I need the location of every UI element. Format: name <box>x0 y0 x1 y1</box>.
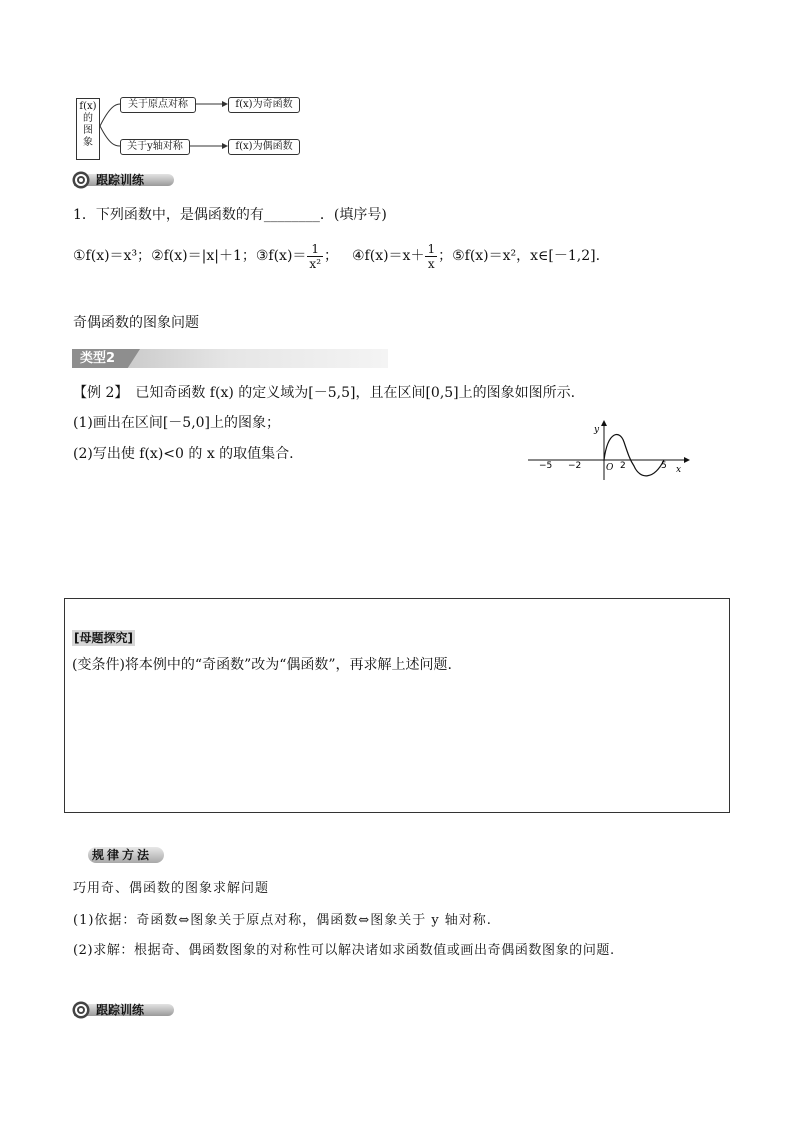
q1-option-1: ①f(x)＝x³； <box>73 248 152 264</box>
q1-option-3-pre: ③f(x)＝ <box>255 248 307 264</box>
tick-label-5: 5 <box>661 461 667 471</box>
q1-option-5: ⑤f(x)＝x²，x∈[－1,2]. <box>452 248 601 264</box>
diagram-branch-top: 关于原点对称 <box>120 97 196 113</box>
section-title: 奇偶函数的图象问题 <box>73 315 199 331</box>
q1-option-4-pre: ④f(x)＝x＋ <box>352 248 425 264</box>
tracking-heading <box>74 172 174 188</box>
q1-option-4-post: ； <box>438 248 453 264</box>
example-line-1: 【例 2】 已知奇函数 f(x) 的定义域为[－5,5]，且在区间[0,5]上的图象如图所示. <box>73 385 576 401</box>
fraction-numerator: 1 <box>427 241 436 256</box>
fraction-numerator: 1 <box>307 242 323 257</box>
q1-option-3-fraction <box>307 242 323 271</box>
law-point-2: (2)求解：根据奇、偶函数图象的对称性可以解决诸如求函数值或画出奇偶函数图象的问题. <box>73 943 615 958</box>
q1-option-3-post: ； <box>324 248 338 264</box>
tick-label-2: 2 <box>620 461 626 471</box>
q1-option-2: ②f(x)＝|x|＋1； <box>151 248 256 264</box>
diagram-source-box: f(x) 的 图 象 <box>76 98 100 160</box>
example-line-3: (2)写出使 f(x)<0 的 x 的取值集合. <box>73 446 294 462</box>
mother-problem-tag: [母题探究] <box>74 631 133 645</box>
q1-stem: 1．下列函数中，是偶函数的有________．(填序号) <box>73 207 387 223</box>
diagram-result-bottom: f(x)为偶函数 <box>228 139 300 155</box>
tracking-label: 跟踪训练 <box>96 173 145 187</box>
x-axis-arrow <box>684 457 690 463</box>
q1-options <box>73 236 600 276</box>
mother-problem-text: (变条件)将本例中的“奇函数”改为“偶函数”，再求解上述问题. <box>72 657 453 673</box>
type-label: 类型2 <box>80 351 116 366</box>
tracking-heading-2 <box>74 1002 174 1018</box>
diagram-branch-bottom: 关于y轴对称 <box>120 139 190 155</box>
origin-label: O <box>606 463 614 473</box>
tracking-label: 跟踪训练 <box>96 1003 145 1017</box>
q1-option-4-fraction <box>425 242 437 271</box>
mother-problem-box <box>64 598 730 813</box>
y-axis-label: y <box>594 425 600 435</box>
fraction-denominator: x <box>427 256 435 271</box>
example-line-2: (1)画出在区间[－5,0]上的图象； <box>73 415 281 431</box>
law-title: 巧用奇、偶函数的图象求解问题 <box>73 881 270 896</box>
fraction-denominator: x² <box>309 256 321 271</box>
law-point-1: (1)依据：奇函数⇔图象关于原点对称，偶函数⇔图象关于 y 轴对称. <box>73 913 492 928</box>
x-axis-label: x <box>676 465 682 475</box>
tick-label-neg2: −2 <box>568 461 582 471</box>
law-badge-label: 规律方法 <box>92 848 153 862</box>
diagram-result-top: f(x)为奇函数 <box>228 97 300 113</box>
target-icon <box>72 171 90 189</box>
function-graph <box>526 420 694 484</box>
tick-label-neg5: −5 <box>539 461 553 471</box>
target-icon <box>72 1001 90 1019</box>
y-axis-arrow <box>601 420 607 426</box>
